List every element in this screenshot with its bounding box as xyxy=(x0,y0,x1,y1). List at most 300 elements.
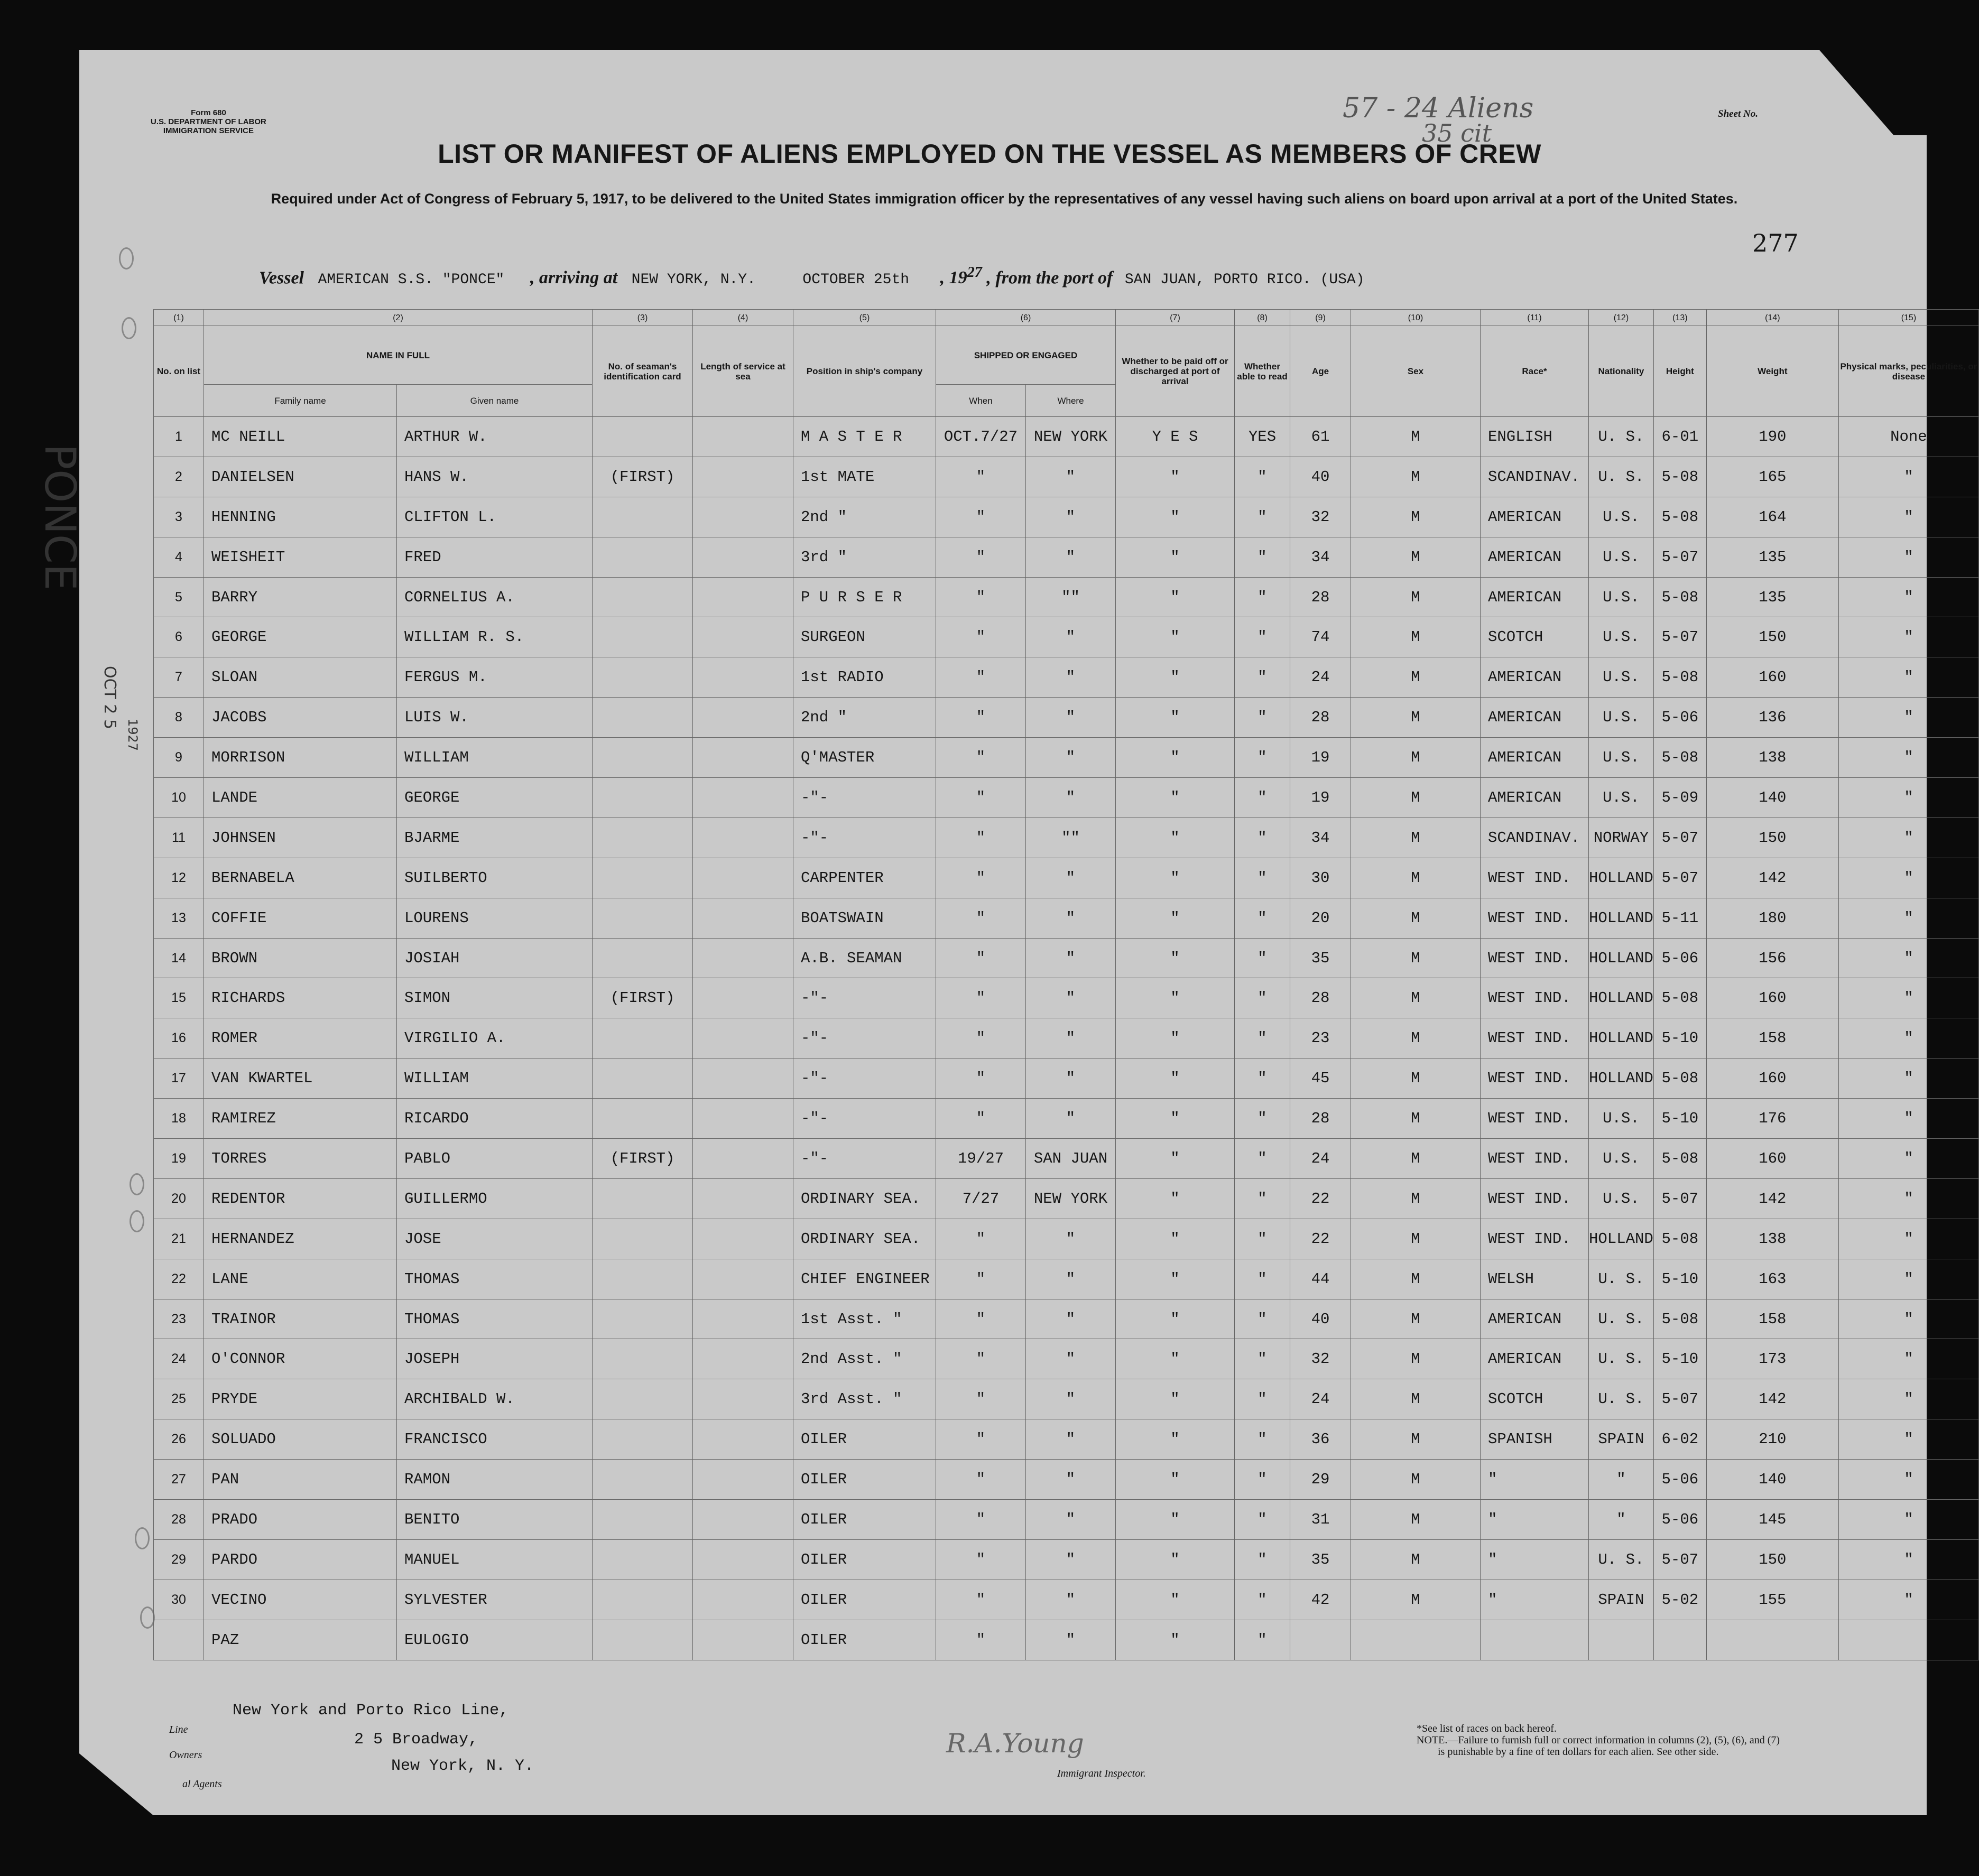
cell-weight: 142 xyxy=(1706,1178,1838,1219)
cell-weight: 160 xyxy=(1706,657,1838,698)
cell-age: 32 xyxy=(1290,497,1351,537)
cell-family-name: SOLUADO xyxy=(204,1419,397,1460)
cell-race: AMERICAN xyxy=(1481,1339,1589,1379)
cell-position: ORDINARY SEA. xyxy=(793,1178,936,1219)
cell-able-to-read: " xyxy=(1235,1259,1290,1299)
cell-age: 35 xyxy=(1290,938,1351,978)
vessel-name: AMERICAN S.S. "PONCE" xyxy=(318,272,505,289)
cell-physical-marks: " xyxy=(1838,1259,1978,1299)
cell-given-name: JOSE xyxy=(397,1219,593,1259)
owners-label: Owners xyxy=(169,1749,202,1761)
department-name: U.S. DEPARTMENT OF LABOR xyxy=(151,117,266,126)
cell-shipped-when: " xyxy=(936,577,1026,617)
cell-shipped-where: " xyxy=(1026,858,1116,898)
cell-paid-off: " xyxy=(1116,1339,1235,1379)
cell-length-of-service xyxy=(693,818,793,858)
cell-shipped-where: " xyxy=(1026,537,1116,577)
cell-able-to-read: " xyxy=(1235,1580,1290,1620)
cell-shipped-where: " xyxy=(1026,1539,1116,1580)
cell-family-name: SLOAN xyxy=(204,657,397,698)
cell-id-card xyxy=(593,417,693,457)
cell-family-name: BROWN xyxy=(204,938,397,978)
crew-manifest-table xyxy=(153,309,1979,1660)
cell-weight: 140 xyxy=(1706,778,1838,818)
cell-family-name: TRAINOR xyxy=(204,1299,397,1339)
cell-position: 2nd " xyxy=(793,497,936,537)
cell-physical-marks: " xyxy=(1838,1379,1978,1419)
cell-able-to-read: " xyxy=(1235,978,1290,1018)
cell-shipped-where: " xyxy=(1026,1259,1116,1299)
cell-given-name: RAMON xyxy=(397,1460,593,1500)
cell-age: 36 xyxy=(1290,1419,1351,1460)
cell-weight: 145 xyxy=(1706,1500,1838,1540)
cell-shipped-where: " xyxy=(1026,1580,1116,1620)
cell-weight: 165 xyxy=(1706,457,1838,497)
cell-shipped-when: " xyxy=(936,457,1026,497)
cell-shipped-when: " xyxy=(936,1058,1026,1099)
cell-shipped-when: " xyxy=(936,698,1026,738)
cell-nationality: U.S. xyxy=(1589,738,1654,778)
cell-sex: M xyxy=(1351,1018,1481,1058)
cell-physical-marks: " xyxy=(1838,1058,1978,1099)
cell-able-to-read: YES xyxy=(1235,417,1290,457)
cell-length-of-service xyxy=(693,1058,793,1099)
cell-given-name: RICARDO xyxy=(397,1099,593,1139)
cell-family-name: PAN xyxy=(204,1460,397,1500)
cell-id-card xyxy=(593,1379,693,1419)
cell-physical-marks: " xyxy=(1838,938,1978,978)
cell-paid-off: " xyxy=(1116,778,1235,818)
cell-sex: M xyxy=(1351,698,1481,738)
table-row xyxy=(154,1580,1979,1620)
cell-shipped-where: " xyxy=(1026,1500,1116,1540)
cell-able-to-read: " xyxy=(1235,898,1290,938)
penalty-note: NOTE.—Failure to furnish full or correct information in columns (2), (5), (6), and (7) xyxy=(1417,1734,1780,1746)
cell-paid-off: " xyxy=(1116,457,1235,497)
header-weight: Weight xyxy=(1706,326,1838,417)
page-title: LIST OR MANIFEST OF ALIENS EMPLOYED ON THE VESSEL AS MEMBERS OF CREW xyxy=(438,139,1541,169)
header-sex: Sex xyxy=(1351,326,1481,417)
cell-weight: 210 xyxy=(1706,1419,1838,1460)
table-row xyxy=(154,1178,1979,1219)
cell-weight: 138 xyxy=(1706,1219,1838,1259)
cell-height: 5-08 xyxy=(1653,577,1706,617)
table-row xyxy=(154,1299,1979,1339)
cell-length-of-service xyxy=(693,1299,793,1339)
cell-shipped-when: " xyxy=(936,1460,1026,1500)
cell-weight: 150 xyxy=(1706,1539,1838,1580)
sheet-label: Sheet No. xyxy=(1718,108,1758,119)
cell-physical-marks: " xyxy=(1838,898,1978,938)
cell-height: 5-10 xyxy=(1653,1339,1706,1379)
cell-position: M A S T E R xyxy=(793,417,936,457)
table-row xyxy=(154,1419,1979,1460)
from-label: , from the port of xyxy=(986,268,1113,288)
cell-able-to-read: " xyxy=(1235,1620,1290,1660)
cell-paid-off: " xyxy=(1116,1178,1235,1219)
cell-id-card xyxy=(593,1419,693,1460)
cell-length-of-service xyxy=(693,537,793,577)
cell-shipped-where: " xyxy=(1026,738,1116,778)
cell-paid-off: " xyxy=(1116,1018,1235,1058)
cell-nationality: U.S. xyxy=(1589,1139,1654,1179)
column-number: (9) xyxy=(1290,310,1351,326)
table-row xyxy=(154,417,1979,457)
cell-age: 42 xyxy=(1290,1580,1351,1620)
cell-length-of-service xyxy=(693,938,793,978)
year-label: , 19 xyxy=(940,268,967,288)
cell-race: AMERICAN xyxy=(1481,738,1589,778)
table-row xyxy=(154,818,1979,858)
cell-length-of-service xyxy=(693,1500,793,1540)
cell-height: 5-06 xyxy=(1653,938,1706,978)
cell-physical-marks: " xyxy=(1838,497,1978,537)
cell-nationality: U. S. xyxy=(1589,417,1654,457)
vessel-line xyxy=(259,264,1365,288)
race-note: *See list of races on back hereof. xyxy=(1417,1723,1557,1734)
cell-able-to-read: " xyxy=(1235,497,1290,537)
cell-height: 5-06 xyxy=(1653,1460,1706,1500)
cell-shipped-where: " xyxy=(1026,617,1116,657)
table-row xyxy=(154,537,1979,577)
header-nationality: Nationality xyxy=(1589,326,1654,417)
cell-weight: 160 xyxy=(1706,1058,1838,1099)
cell-height: 5-08 xyxy=(1653,1219,1706,1259)
cell-shipped-where: " xyxy=(1026,1099,1116,1139)
cell-shipped-when: " xyxy=(936,1099,1026,1139)
cell-sex: M xyxy=(1351,778,1481,818)
cell-weight: 156 xyxy=(1706,938,1838,978)
cell-weight: 180 xyxy=(1706,898,1838,938)
column-number: (15) xyxy=(1838,310,1978,326)
cell-nationality: U.S. xyxy=(1589,657,1654,698)
arrival-port: NEW YORK, N.Y. xyxy=(631,272,756,289)
cell-row-number: 8 xyxy=(154,698,204,738)
column-number: (5) xyxy=(793,310,936,326)
cell-sex: M xyxy=(1351,1580,1481,1620)
page-subtitle: Required under Act of Congress of February 5, 1917, to be delivered to the United States immigration officer by the representatives of any vessel having such aliens on board upon arrival at a port of the United States. xyxy=(271,191,1738,207)
cell-shipped-where: "" xyxy=(1026,818,1116,858)
cell-able-to-read: " xyxy=(1235,657,1290,698)
cell-row-number: 24 xyxy=(154,1339,204,1379)
cell-row-number xyxy=(154,1620,204,1660)
cell-family-name: VAN KWARTEL xyxy=(204,1058,397,1099)
cell-family-name: DANIELSEN xyxy=(204,457,397,497)
cell-family-name: RAMIREZ xyxy=(204,1099,397,1139)
cell-height: 6-01 xyxy=(1653,417,1706,457)
cell-race: ENGLISH xyxy=(1481,417,1589,457)
header-given-name: Given name xyxy=(397,385,593,417)
cell-weight: 190 xyxy=(1706,417,1838,457)
cell-age: 22 xyxy=(1290,1219,1351,1259)
table-row xyxy=(154,738,1979,778)
cell-row-number: 14 xyxy=(154,938,204,978)
cell-able-to-read: " xyxy=(1235,1299,1290,1339)
cell-row-number: 26 xyxy=(154,1419,204,1460)
cell-paid-off: " xyxy=(1116,1460,1235,1500)
cell-weight: 164 xyxy=(1706,497,1838,537)
column-number: (1) xyxy=(154,310,204,326)
header-family-name: Family name xyxy=(204,385,397,417)
cell-length-of-service xyxy=(693,457,793,497)
cell-id-card xyxy=(593,698,693,738)
cell-position: A.B. SEAMAN xyxy=(793,938,936,978)
cell-shipped-where: " xyxy=(1026,1620,1116,1660)
cell-length-of-service xyxy=(693,1139,793,1179)
column-number: (2) xyxy=(204,310,593,326)
cell-weight: 140 xyxy=(1706,1460,1838,1500)
cell-sex xyxy=(1351,1620,1481,1660)
cell-sex: M xyxy=(1351,617,1481,657)
cell-row-number: 9 xyxy=(154,738,204,778)
punch-hole xyxy=(140,1606,155,1629)
cell-height: 5-07 xyxy=(1653,1379,1706,1419)
cell-weight: 135 xyxy=(1706,537,1838,577)
cell-family-name: COFFIE xyxy=(204,898,397,938)
cell-nationality: HOLLAND xyxy=(1589,978,1654,1018)
table-row xyxy=(154,657,1979,698)
cell-sex: M xyxy=(1351,1500,1481,1540)
cell-able-to-read: " xyxy=(1235,1460,1290,1500)
cell-sex: M xyxy=(1351,1058,1481,1099)
cell-family-name: BARRY xyxy=(204,577,397,617)
cell-height: 5-10 xyxy=(1653,1099,1706,1139)
cell-height: 5-10 xyxy=(1653,1259,1706,1299)
header-shipped: SHIPPED OR ENGAGED xyxy=(936,326,1116,385)
cell-age: 24 xyxy=(1290,657,1351,698)
cell-length-of-service xyxy=(693,417,793,457)
cell-row-number: 27 xyxy=(154,1460,204,1500)
cell-shipped-where: "" xyxy=(1026,577,1116,617)
cell-height: 5-10 xyxy=(1653,1018,1706,1058)
header-age: Age xyxy=(1290,326,1351,417)
cell-id-card xyxy=(593,657,693,698)
inspector-signature: R.A.Young xyxy=(946,1728,1084,1759)
cell-able-to-read: " xyxy=(1235,617,1290,657)
cell-shipped-when: " xyxy=(936,898,1026,938)
cell-row-number: 30 xyxy=(154,1580,204,1620)
cell-paid-off: " xyxy=(1116,1539,1235,1580)
table-row xyxy=(154,698,1979,738)
cell-family-name: PAZ xyxy=(204,1620,397,1660)
cell-id-card: (FIRST) xyxy=(593,457,693,497)
cell-family-name: LANDE xyxy=(204,778,397,818)
cell-shipped-where: " xyxy=(1026,778,1116,818)
cell-position: 2nd Asst. " xyxy=(793,1339,936,1379)
cell-weight: 158 xyxy=(1706,1018,1838,1058)
cell-id-card xyxy=(593,858,693,898)
cell-nationality: U. S. xyxy=(1589,1379,1654,1419)
cell-given-name: BJARME xyxy=(397,818,593,858)
cell-paid-off: Y E S xyxy=(1116,417,1235,457)
cell-race: AMERICAN xyxy=(1481,657,1589,698)
line-value: New York and Porto Rico Line, xyxy=(233,1702,509,1720)
cell-given-name: THOMAS xyxy=(397,1299,593,1339)
cell-paid-off: " xyxy=(1116,577,1235,617)
cell-age: 30 xyxy=(1290,858,1351,898)
cell-physical-marks: " xyxy=(1838,738,1978,778)
table-row xyxy=(154,1339,1979,1379)
crew-rows xyxy=(154,417,1979,1660)
cell-physical-marks: " xyxy=(1838,577,1978,617)
cell-id-card: (FIRST) xyxy=(593,978,693,1018)
cell-height: 5-08 xyxy=(1653,1139,1706,1179)
cell-given-name: CORNELIUS A. xyxy=(397,577,593,617)
cell-physical-marks: None xyxy=(1838,417,1978,457)
cell-family-name: REDENTOR xyxy=(204,1178,397,1219)
cell-age: 34 xyxy=(1290,537,1351,577)
cell-family-name: PARDO xyxy=(204,1539,397,1580)
cell-position: CARPENTER xyxy=(793,858,936,898)
cell-height: 5-09 xyxy=(1653,778,1706,818)
cell-given-name: HANS W. xyxy=(397,457,593,497)
cell-able-to-read: " xyxy=(1235,1379,1290,1419)
cell-family-name: HENNING xyxy=(204,497,397,537)
owners-value: 2 5 Broadway, xyxy=(354,1731,478,1749)
cell-id-card xyxy=(593,1580,693,1620)
cell-sex: M xyxy=(1351,738,1481,778)
column-number-row xyxy=(154,310,1979,326)
cell-able-to-read: " xyxy=(1235,1539,1290,1580)
cell-row-number: 22 xyxy=(154,1259,204,1299)
cell-shipped-when: 19/27 xyxy=(936,1139,1026,1179)
ship-stamp: PONCE xyxy=(35,444,85,591)
cell-id-card xyxy=(593,1018,693,1058)
footer-note xyxy=(1417,1723,1780,1758)
cell-age: 23 xyxy=(1290,1018,1351,1058)
cell-position: OILER xyxy=(793,1620,936,1660)
cell-length-of-service xyxy=(693,738,793,778)
punch-hole xyxy=(130,1173,144,1195)
cell-shipped-when: " xyxy=(936,938,1026,978)
column-number: (4) xyxy=(693,310,793,326)
cell-shipped-where: NEW YORK xyxy=(1026,417,1116,457)
service-name: IMMIGRATION SERVICE xyxy=(163,126,254,135)
cell-position: 1st Asst. " xyxy=(793,1299,936,1339)
cell-given-name: CLIFTON L. xyxy=(397,497,593,537)
column-number: (8) xyxy=(1235,310,1290,326)
cell-height: 5-07 xyxy=(1653,1178,1706,1219)
cell-given-name: THOMAS xyxy=(397,1259,593,1299)
cell-family-name: PRADO xyxy=(204,1500,397,1540)
cell-able-to-read: " xyxy=(1235,818,1290,858)
cell-able-to-read: " xyxy=(1235,1339,1290,1379)
cell-row-number: 23 xyxy=(154,1299,204,1339)
cell-height: 5-08 xyxy=(1653,457,1706,497)
cell-race: SCANDINAV. xyxy=(1481,818,1589,858)
cell-given-name: ARTHUR W. xyxy=(397,417,593,457)
header-paid-off: Whether to be paid off or discharged at port of arrival xyxy=(1116,326,1235,417)
cell-race: SCOTCH xyxy=(1481,617,1589,657)
cell-race: WEST IND. xyxy=(1481,898,1589,938)
cell-id-card xyxy=(593,938,693,978)
table-row xyxy=(154,1219,1979,1259)
cell-physical-marks: " xyxy=(1838,1500,1978,1540)
cell-weight: 142 xyxy=(1706,1379,1838,1419)
cell-age: 28 xyxy=(1290,1099,1351,1139)
cell-sex: M xyxy=(1351,417,1481,457)
table-row xyxy=(154,1139,1979,1179)
cell-shipped-where: " xyxy=(1026,1339,1116,1379)
cell-row-number: 29 xyxy=(154,1539,204,1580)
cell-shipped-when: " xyxy=(936,778,1026,818)
cell-row-number: 6 xyxy=(154,617,204,657)
cell-sex: M xyxy=(1351,898,1481,938)
cell-nationality: NORWAY xyxy=(1589,818,1654,858)
cell-shipped-when: " xyxy=(936,657,1026,698)
cell-position: SURGEON xyxy=(793,617,936,657)
cell-age: 44 xyxy=(1290,1259,1351,1299)
header-name-in-full: NAME IN FULL xyxy=(204,326,593,385)
column-number: (13) xyxy=(1653,310,1706,326)
cell-shipped-when: " xyxy=(936,537,1026,577)
cell-paid-off: " xyxy=(1116,537,1235,577)
cell-sex: M xyxy=(1351,1539,1481,1580)
handwritten-alien-count: 57 - 24 Aliens xyxy=(1343,92,1534,124)
cell-given-name: PABLO xyxy=(397,1139,593,1179)
cell-paid-off: " xyxy=(1116,1379,1235,1419)
cell-shipped-where: " xyxy=(1026,657,1116,698)
cell-position: Q'MASTER xyxy=(793,738,936,778)
cell-able-to-read: " xyxy=(1235,1419,1290,1460)
cell-paid-off: " xyxy=(1116,1299,1235,1339)
form-identifier xyxy=(151,108,266,135)
cell-length-of-service xyxy=(693,1379,793,1419)
cell-age: 40 xyxy=(1290,457,1351,497)
cell-physical-marks: " xyxy=(1838,978,1978,1018)
cell-row-number: 1 xyxy=(154,417,204,457)
header-race: Race* xyxy=(1481,326,1589,417)
cell-position: -"- xyxy=(793,1139,936,1179)
cell-weight: 150 xyxy=(1706,818,1838,858)
cell-race: WEST IND. xyxy=(1481,1018,1589,1058)
header-physical-marks: Physical marks, peculiarities, or disease xyxy=(1838,326,1978,417)
cell-length-of-service xyxy=(693,1620,793,1660)
cell-nationality: U.S. xyxy=(1589,778,1654,818)
cell-able-to-read: " xyxy=(1235,1500,1290,1540)
cell-shipped-where: " xyxy=(1026,1058,1116,1099)
cell-id-card xyxy=(593,1259,693,1299)
cell-height: 5-07 xyxy=(1653,617,1706,657)
header-no-on-list: No. on list xyxy=(154,326,204,417)
cell-able-to-read: " xyxy=(1235,577,1290,617)
cell-given-name: LUIS W. xyxy=(397,698,593,738)
cell-able-to-read: " xyxy=(1235,738,1290,778)
cell-height xyxy=(1653,1620,1706,1660)
cell-height: 5-08 xyxy=(1653,1299,1706,1339)
cell-weight: 135 xyxy=(1706,577,1838,617)
departure-port: SAN JUAN, PORTO RICO. (USA) xyxy=(1124,272,1365,289)
cell-sex: M xyxy=(1351,1099,1481,1139)
cell-physical-marks xyxy=(1838,1620,1978,1660)
cell-shipped-where: " xyxy=(1026,1419,1116,1460)
cell-given-name: VIRGILIO A. xyxy=(397,1018,593,1058)
cell-position: OILER xyxy=(793,1460,936,1500)
cell-shipped-when: " xyxy=(936,1018,1026,1058)
table-row xyxy=(154,1620,1979,1660)
cell-length-of-service xyxy=(693,898,793,938)
cell-nationality: " xyxy=(1589,1500,1654,1540)
cell-physical-marks: " xyxy=(1838,657,1978,698)
cell-row-number: 28 xyxy=(154,1500,204,1540)
cell-age: 20 xyxy=(1290,898,1351,938)
cell-nationality xyxy=(1589,1620,1654,1660)
cell-able-to-read: " xyxy=(1235,1139,1290,1179)
cell-family-name: JOHNSEN xyxy=(204,818,397,858)
cell-given-name: WILLIAM xyxy=(397,738,593,778)
cell-length-of-service xyxy=(693,1259,793,1299)
cell-shipped-where: " xyxy=(1026,1219,1116,1259)
